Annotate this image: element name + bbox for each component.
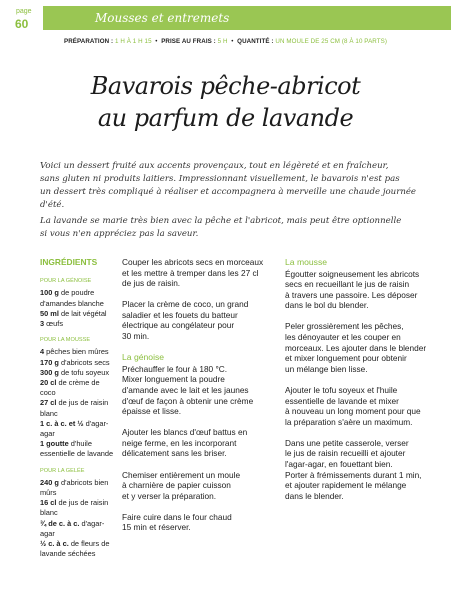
separator-dot: • bbox=[153, 38, 160, 45]
step-paragraph: Préchauffer le four à 180 °C. Mixer longuement la poudre d'amande avec le lait et les jaunes d'œuf de façon à obtenir une crème épaisse et lisse. bbox=[122, 363, 254, 417]
rest-label: PRISE AU FRAIS : bbox=[161, 38, 216, 45]
quantity-value: UN MOULE DE 25 CM (8 À 10 PARTS) bbox=[275, 38, 388, 45]
ingredient-quantity: 240 g bbox=[40, 477, 59, 487]
step-paragraph: Ajouter les blancs d'œuf battus en neige ferme, en les incorporant délicatement sans les briser. bbox=[122, 427, 248, 459]
ingredient-quantity: 1 c. à c. et ½ bbox=[40, 418, 84, 428]
ingredient-item bbox=[40, 378, 114, 398]
intro-paragraph-1: Voici un dessert fruité aux accents provençaux, tout en légèreté et en fraîcheur, sans gluten ni produits laitiers. Impressionnant visuellement, le bavarois n'est pas un dessert très compliqué à réaliser et accompagnera à merveille une chaude journée d'été. bbox=[40, 161, 417, 210]
step-paragraph: Égoutter soigneusement les abricots secs en recueillant le jus de raisin à travers une passoire. Les déposer dans le bol du blender. bbox=[285, 268, 420, 311]
prep-label: PRÉPARATION : bbox=[63, 38, 114, 45]
ingredient-group-label: POUR LA GELÉE bbox=[40, 467, 85, 474]
ingredient-item bbox=[40, 439, 114, 459]
ingredient-quantity: 27 cl bbox=[40, 398, 57, 408]
ingredient-item bbox=[40, 309, 114, 319]
ingredient-quantity: 50 ml bbox=[40, 308, 59, 318]
ingredient-item bbox=[40, 358, 114, 368]
ingredient-item bbox=[40, 319, 114, 329]
page-number: 60 bbox=[15, 17, 29, 31]
ingredient-text: d'agar-agar bbox=[40, 518, 105, 538]
ingredient-text: de lait végétal bbox=[58, 308, 107, 318]
ingredient-quantity: 16 cl bbox=[40, 498, 57, 508]
ingredient-item bbox=[40, 478, 114, 498]
ingredient-item bbox=[40, 539, 114, 559]
ingredient-quantity: ¾ de c. à c. bbox=[40, 518, 80, 528]
rest-value: 5 H bbox=[217, 38, 228, 45]
ingredient-text: d'abricots bien mûrs bbox=[40, 477, 109, 498]
ingredient-text: de crème de coco bbox=[40, 378, 100, 398]
ingredient-text: d'huile essentielle de lavande bbox=[40, 439, 114, 459]
recipe-title bbox=[0, 70, 451, 134]
ingredient-item bbox=[40, 498, 114, 518]
steps-column-1 bbox=[122, 257, 272, 543]
title-line-2: au parfum de lavande bbox=[97, 104, 354, 132]
ingredient-text: d'agar-agar bbox=[40, 418, 109, 439]
title-line-1: Bavarois pêche-abricot bbox=[90, 72, 361, 100]
steps-column-2 bbox=[285, 257, 435, 512]
ingredient-group bbox=[40, 335, 114, 459]
ingredients-column bbox=[40, 257, 114, 564]
ingredient-group bbox=[40, 466, 114, 560]
ingredient-item bbox=[40, 398, 114, 418]
ingredient-item bbox=[40, 419, 114, 439]
ingredients-heading: INGRÉDIENTS bbox=[40, 257, 98, 267]
ingredient-item bbox=[40, 368, 114, 378]
ingredient-item bbox=[40, 288, 114, 308]
ingredient-item bbox=[40, 519, 114, 539]
ingredient-quantity: 170 g bbox=[40, 357, 59, 367]
recipe-meta bbox=[0, 38, 451, 45]
intro-paragraph-2: La lavande se marie très bien avec la pêche et l'abricot, mais peut être optionnelle si vous n'en appréciez pas la saveur. bbox=[40, 216, 402, 239]
step-paragraph: Chemiser entièrement un moule à charnière de papier cuisson et y verser la préparation. bbox=[122, 469, 241, 501]
ingredient-text: de jus de raisin blanc bbox=[40, 498, 109, 518]
separator-dot: • bbox=[229, 38, 236, 45]
step-paragraph: Placer la crème de coco, un grand saladier et les fouets du batteur électrique au congélateur pour 30 min. bbox=[122, 299, 249, 342]
step-paragraph: Couper les abricots secs en morceaux et les mettre à tremper dans les 27 cl de jus de raisin. bbox=[122, 257, 264, 289]
step-section-heading: La génoise bbox=[122, 352, 165, 363]
ingredient-group bbox=[40, 276, 114, 329]
ingredient-group-label: POUR LA GÉNOISE bbox=[40, 278, 92, 285]
ingredient-quantity: 100 g bbox=[40, 288, 59, 298]
ingredient-text: de fleurs de lavande séchées bbox=[40, 539, 110, 559]
step-paragraph: Peler grossièrement les pêches, les dénoyauter et les couper en morceaux. Les ajouter dans le blender et mixer longuement pour obtenir un mélange bien lisse. bbox=[285, 321, 427, 374]
step-paragraph: Dans une petite casserole, verser le jus de raisin recueilli et ajouter l'agar-agar, en fouettant bien. Porter à frémissements durant 1 min, et ajouter rapidement le mélange dans le blender. bbox=[285, 437, 422, 501]
ingredient-quantity: 300 g bbox=[40, 367, 59, 377]
ingredient-text: d'abricots secs bbox=[58, 357, 110, 367]
step-section-heading: La mousse bbox=[285, 257, 328, 267]
ingredient-text: de tofu soyeux bbox=[58, 367, 110, 377]
ingredient-quantity: 3 bbox=[40, 319, 45, 329]
ingredient-groups bbox=[40, 276, 114, 559]
intro-text bbox=[40, 160, 420, 244]
page-label: page bbox=[16, 8, 32, 15]
step-paragraph: Faire cuire dans le four chaud 15 min et réserver. bbox=[122, 511, 232, 533]
ingredient-text: de jus de raisin blanc bbox=[40, 398, 109, 418]
ingredient-quantity: 4 bbox=[40, 347, 45, 357]
ingredient-quantity: 1 goutte bbox=[40, 439, 69, 449]
ingredient-quantity: 20 cl bbox=[40, 378, 57, 388]
ingredient-text: pêches bien mûres bbox=[44, 347, 109, 357]
quantity-label: QUANTITÉ : bbox=[237, 38, 274, 45]
ingredient-quantity: ½ c. à c. bbox=[40, 539, 69, 549]
step-paragraph: Ajouter le tofu soyeux et l'huile essentielle de lavande et mixer à nouveau un long moment pour que la préparation s'aère un maximum. bbox=[285, 384, 421, 427]
chapter-banner: Mousses et entremets bbox=[43, 6, 451, 30]
ingredient-group-label: POUR LA MOUSSE bbox=[40, 337, 91, 344]
prep-value: 1 H À 1 H 15 bbox=[115, 38, 152, 45]
ingredient-text: de poudre d'amandes blanche bbox=[40, 288, 104, 308]
ingredient-text: œufs bbox=[44, 319, 64, 329]
ingredient-item bbox=[40, 347, 114, 357]
